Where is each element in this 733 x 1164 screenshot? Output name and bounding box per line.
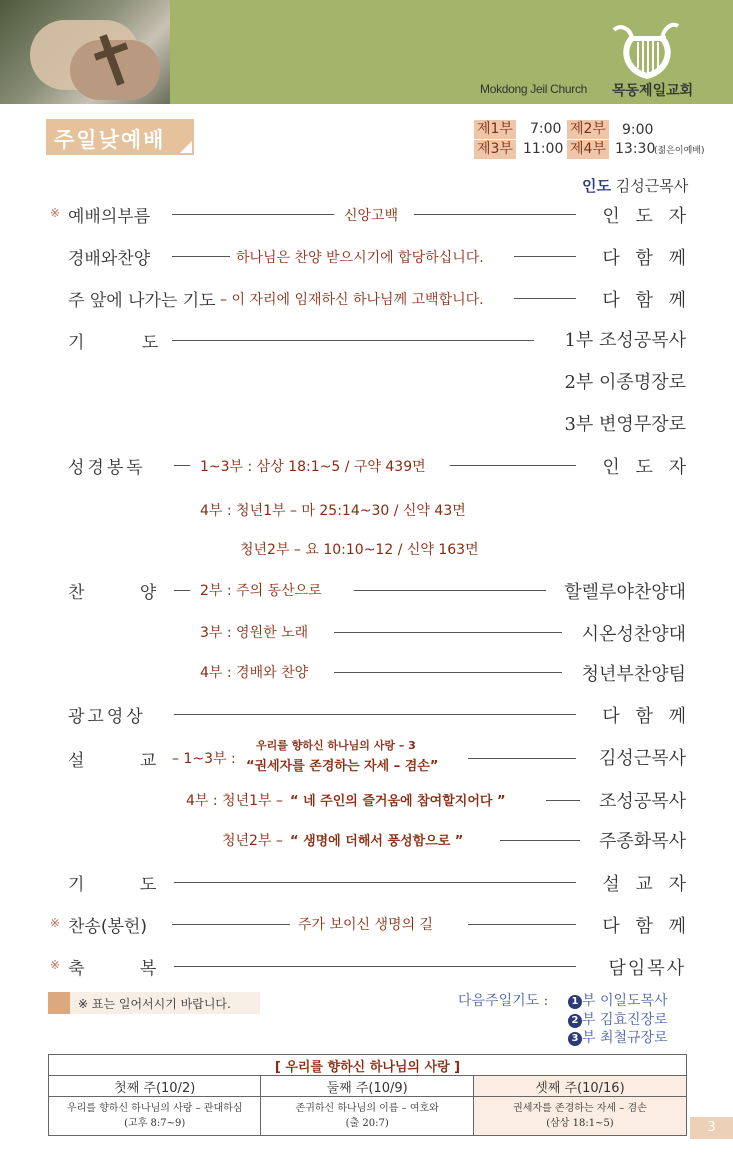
leader-line [334, 632, 562, 633]
offering-hymn-label: 찬송(봉헌) [68, 917, 147, 937]
service-1-time: 7:00 [530, 121, 562, 137]
anthem-4th-service: 4부 : 경배와 찬양 [200, 665, 309, 681]
scripture-reading-label: 성경봉독 [68, 458, 146, 478]
anthem-3rd-choir: 시온성찬양대 [581, 624, 686, 645]
leader-line [172, 340, 534, 341]
standing-note [48, 992, 260, 1014]
confession-prayer-content: – 이 자리에 임재하신 하나님께 고백합니다. [220, 292, 484, 308]
closing-prayer-by: 설 교 자 [602, 874, 686, 895]
leader-line [500, 840, 580, 841]
praying-hands-photo [0, 0, 170, 104]
leader-line [172, 256, 230, 257]
number-3-icon: 3 [568, 1032, 582, 1046]
offering-hymn-title: 주가 보이신 생명의 길 [298, 917, 434, 933]
sermon-series: 우리를 향하신 하나님의 사랑 – 3 [256, 739, 416, 752]
leader-line [174, 966, 576, 967]
leader-line [514, 256, 576, 257]
leader-line [172, 214, 334, 215]
confession-prayer-label: 주 앞에 나가는 기도 [68, 291, 216, 311]
service-1-label: 제1부 [474, 120, 516, 139]
anthem-3rd-service: 3부 : 영원한 노래 [200, 625, 309, 641]
prayer-3rd-service: 3부 변영무장로 [564, 414, 686, 435]
sermon-title: “권세자를 존경하는 자세 – 겸손” [246, 759, 439, 774]
praise-worship-content: 하나님은 찬양 받으시기에 합당하십니다. [236, 250, 484, 266]
service-2-label: 제2부 [567, 120, 609, 139]
leader-line [514, 298, 576, 299]
service-4-note: (젊은이예배) [654, 146, 705, 156]
next-prayer-1: 1 부 이일도목사 [568, 990, 668, 1010]
prayer-label: 기 도 [68, 333, 165, 353]
standing-mark: ※ [50, 916, 61, 930]
benediction-by: 담임목사 [608, 958, 686, 979]
sermon-series-title: [ 우리를 향하신 하나님의 사랑 ] [49, 1055, 687, 1076]
leader-line [450, 465, 576, 466]
week-1-header: 첫째 주(10/2) [49, 1076, 261, 1097]
leader-line [468, 924, 576, 925]
service-3-label: 제3부 [474, 140, 516, 159]
leader-line [174, 590, 190, 591]
sermon-youth1-title: “ 네 주인의 즐거움에 참여할지어다 ” [290, 794, 506, 809]
anthem-2nd-service: 2부 : 주의 동산으로 [200, 583, 322, 599]
praise-worship-label: 경배와찬양 [68, 249, 151, 269]
leader-line [414, 214, 576, 215]
call-to-worship-by: 인 도 자 [602, 206, 686, 227]
lyre-logo-icon [612, 18, 682, 82]
worship-leader [582, 175, 688, 196]
benediction-label: 축 복 [68, 959, 157, 979]
scripture-reading-1-3: 1~3부 : 삼상 18:1~5 / 구약 439면 [200, 459, 426, 475]
prayer-2nd-service: 2부 이종명장로 [564, 372, 686, 393]
week-2-sermon: 존귀하신 하나님의 이름 – 여호와 (출 20:7) [261, 1097, 473, 1136]
scripture-reading-youth2: 청년2부 – 요 10:10~12 / 신약 163면 [240, 542, 479, 558]
sermon-label: 설 교 [68, 751, 157, 771]
prayer-1st-service: 1부 조성공목사 [564, 330, 686, 351]
leader-name: 김성근목사 [615, 177, 689, 195]
leader-line [174, 882, 576, 883]
announcement-video-by: 다 함 께 [602, 706, 686, 727]
next-prayer-2: 2 부 김효진장로 [568, 1009, 668, 1029]
church-name-english: Mokdong Jeil Church [480, 82, 588, 96]
leader-line [334, 672, 562, 673]
sermon-youth2-title: “ 생명에 더해서 풍성함으로 ” [290, 834, 464, 849]
next-prayer-label: 다음주일기도 : [458, 993, 549, 1009]
praise-worship-by: 다 함 께 [602, 248, 686, 269]
week-3-header: 셋째 주(10/16) [473, 1076, 686, 1097]
confession-prayer-by: 다 함 께 [602, 290, 686, 311]
number-1-icon: 1 [568, 995, 582, 1009]
announcement-video-label: 광고영상 [68, 707, 146, 727]
offering-hymn-by: 다 함 께 [602, 916, 686, 937]
leader-line [468, 758, 576, 759]
sermon-preacher: 김성근목사 [599, 748, 686, 769]
closing-prayer-label: 기 도 [68, 875, 157, 895]
leader-line [174, 714, 576, 715]
section-title [46, 119, 194, 155]
church-name-korean: 목동제일교회 [612, 83, 694, 99]
anthem-2nd-choir: 할렐루야찬양대 [564, 582, 686, 603]
sermon-service-range: – 1~3부 : [172, 751, 236, 767]
sermon-youth1-preacher: 조성공목사 [599, 791, 686, 812]
sermon-youth2-preacher: 주종화목사 [599, 831, 686, 852]
anthem-4th-choir: 청년부찬양팀 [581, 664, 686, 685]
standing-mark: ※ [50, 206, 61, 220]
week-3-sermon: 권세자를 존경하는 자세 – 겸손 (삼상 18:1~5) [473, 1097, 686, 1136]
section-title-text: 주일낮예배 [54, 128, 166, 152]
sermon-series-table [48, 1054, 687, 1136]
leader-role: 인도 [582, 177, 611, 195]
service-2-time: 9:00 [622, 122, 654, 138]
leader-line [174, 465, 190, 466]
choir-anthem-label: 찬 양 [68, 583, 157, 603]
page-number: 3 [690, 1117, 733, 1139]
next-prayer-3: 3 부 최철규장로 [568, 1027, 668, 1047]
sermon-youth1-prefix: 4부 : 청년1부 – [186, 793, 283, 809]
service-4-time: 13:30 [615, 141, 656, 157]
call-to-worship-content: 신앙고백 [344, 208, 399, 224]
scripture-reading-youth1: 4부 : 청년1부 – 마 25:14~30 / 신약 43면 [200, 503, 466, 519]
standing-note-text: ※ 표는 일어서시기 바랍니다. [78, 997, 231, 1011]
week-2-header: 둘째 주(10/9) [261, 1076, 473, 1097]
leader-line [354, 590, 546, 591]
sermon-youth2-prefix: 청년2부 – [222, 833, 283, 849]
call-to-worship-label: 예배의부름 [68, 207, 151, 227]
leader-line [546, 800, 580, 801]
leader-line [172, 924, 290, 925]
service-3-time: 11:00 [523, 141, 564, 157]
standing-mark: ※ [50, 958, 61, 972]
number-2-icon: 2 [568, 1014, 582, 1028]
week-1-sermon: 우리를 향하신 하나님의 사랑 – 관대하심 (고후 8:7~9) [49, 1097, 261, 1136]
service-4-label: 제4부 [567, 140, 609, 159]
scripture-reading-by: 인 도 자 [602, 457, 686, 478]
